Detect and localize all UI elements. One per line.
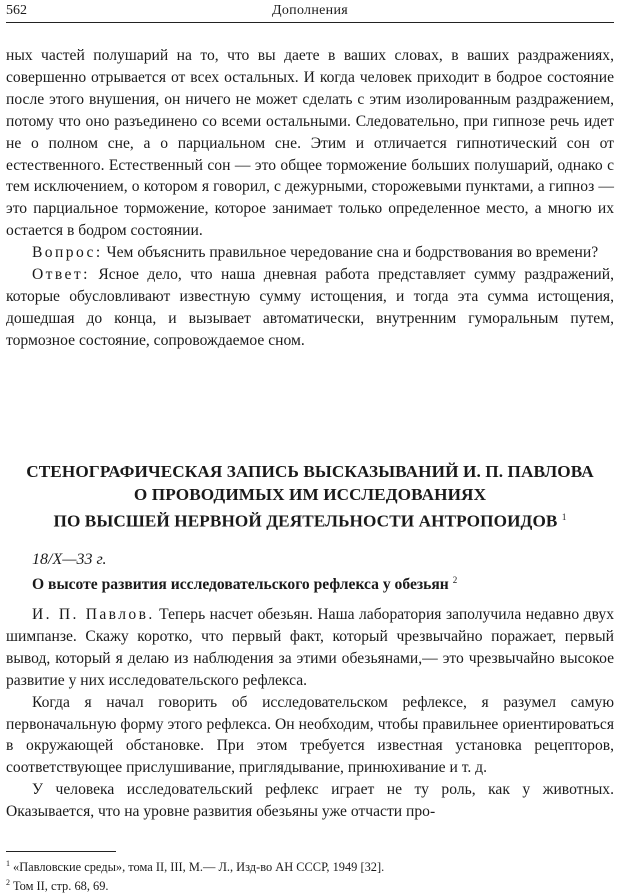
entry-date: 18/X—33 г. [32,551,107,568]
title-footnote-mark: 1 [561,512,567,522]
answer-label: Ответ: [32,266,90,284]
footnote-1-number: 1 [6,859,10,868]
answer-text: Ясное дело, что наша дневная работа представляет сумму раздражений, которые обусловливают известную сумму истощения, и тогда эта сумма истощения, дошедшая до конца, и вызывает автоматически, внутренним гуморальным путем, тормозное состояние, сопровождаемое сном. [6,266,614,349]
question-text: Чем объяснить правильное чередование сна и бодрствования во времени? [102,244,599,262]
entry-subheading-text: О высоте развития исследовательского рефлекса у обезьян [32,576,449,594]
text-block-monkeys [6,604,614,823]
subheading-footnote-mark: 2 [452,575,458,585]
title-line-1: СТЕНОГРАФИЧЕСКАЯ ЗАПИСЬ ВЫСКАЗЫВАНИЙ И. П. ПАВЛОВА [26,462,594,481]
paragraph-pavlov-3: У человека исследовательский рефлекс играет не ту роль, как у животных. Оказывается, что на уровне развития обезьяны уже отчасти про- [6,781,614,821]
footnote-2-text: Том II, стр. 68, 69. [13,879,109,894]
footnote-1 [6,856,614,875]
section-title [6,460,614,533]
entry-subheading [32,575,457,594]
text-block-hypnosis [6,45,614,352]
paragraph-pavlov-1 [6,604,614,692]
running-head: Дополнения [272,3,348,18]
title-line-3 [6,506,614,533]
page-number: 562 [6,3,27,18]
paragraph-pavlov-2: Когда я начал говорить об исследовательском рефлексе, я разумел самую первоначальную форму этого рефлекса. Он необходим, чтобы правильнее ориентироваться в окружающей обстановке. При этом требуется известная установка рецепторов, соответствующее прислушивание, приглядывание, принюхивание и т. д. [6,693,614,777]
speaker-name: И. П. Павлов. [32,606,155,623]
footnote-rule [6,851,116,852]
footnotes [6,856,614,894]
paragraph-hypnosis: ных частей полушарий на то, что вы даете в ваших словах, в ваших раздражениях, совершенно отрывается от всех остальных. И когда человек приходит в бодрое состояние после этого внушения, он ничего не может сделать с этим изолированным раздражением, потому что оно разъединено со всеми остальными. Следовательно, при гипнозе речь идет не о полном сне, а о парциальном сне. Этим и отличается гипнотический сон от естественного. Естественный сон — это общее торможение больших полушарий, однако с тем исключением, о котором я говорил, с дежурными, сторожевыми пунктами, а гипноз — это парциальное торможение, которое занимает только определенное место, а многю их остается в бодром состоянии. [6,47,614,240]
page-header [6,2,614,23]
paragraph-answer [6,264,614,352]
title-line-3-text: ПО ВЫСШЕЙ НЕРВНОЙ ДЕЯТЕЛЬНОСТИ АНТРОПОИДОВ [53,511,558,531]
footnote-1-text: «Павловские среды», тома II, III, М.— Л., Изд-во АН СССР, 1949 [32]. [13,860,385,875]
paragraph-pavlov-1-text: Теперь насчет обезьян. Наша лаборатория заполучила недавно двух шимпанзе. Скажу коротко, что первый факт, который чрезвычайно поражает, первый вывод, который я делаю из наблюдения за этими обезьянами,— это чрезвычайно высокое развитие у них исследовательского рефлекса. [6,606,614,689]
question-label: Вопрос: [32,244,103,262]
paragraph-question [6,242,614,264]
footnote-2-number: 2 [6,878,10,888]
footnote-2 [6,875,614,894]
title-line-2: О ПРОВОДИМЫХ ИМ ИССЛЕДОВАНИЯХ [133,485,487,504]
